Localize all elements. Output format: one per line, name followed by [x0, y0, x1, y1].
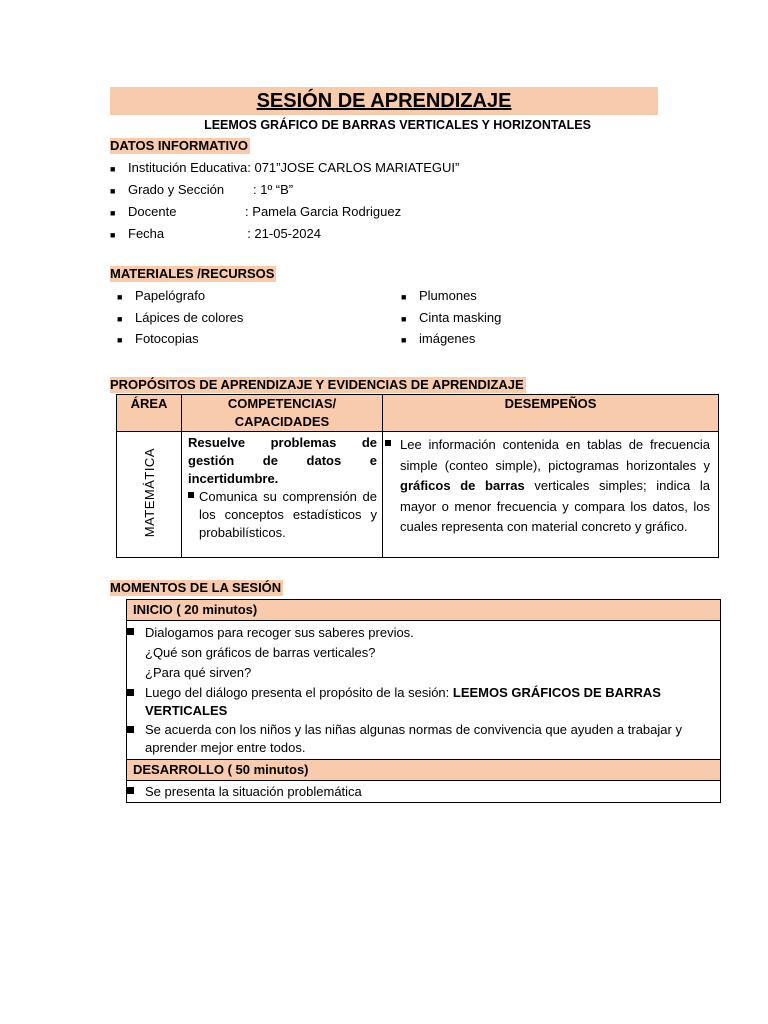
col-area-header: ÁREA	[117, 395, 182, 432]
desarrollo-text: Se presenta la situación problemática	[145, 784, 362, 799]
material-item: ■ Lápices de colores	[135, 310, 243, 326]
inicio-line	[133, 684, 714, 720]
inicio-line	[133, 721, 714, 757]
area-label: MATEMÁTICA	[141, 448, 157, 538]
page-title: SESIÓN DE APRENDIZAJE	[256, 90, 512, 112]
datos-heading: DATOS INFORMATIVO	[110, 138, 248, 153]
material-item: ■ Cinta masking	[419, 310, 501, 326]
inicio-question: ¿Qué son gráficos de barras verticales?	[145, 645, 376, 660]
momentos-table	[126, 599, 721, 803]
inicio-question: ¿Para qué sirven?	[145, 665, 252, 680]
inicio-text: Se acuerda con los niños y las niñas algunas normas de convivencia que ayuden a trabajar y aprender mejor entre todos.	[145, 722, 682, 755]
desarrollo-body	[127, 781, 721, 803]
datos-item: ■ Docente : Pamela Garcia Rodriguez	[128, 204, 401, 220]
desempeno-text-2: verticales simples; indica la mayor o menor frecuencia y compara los datos, los cuales representa con material concreto y gráfico.	[400, 478, 711, 534]
material-item: ■ Plumones	[419, 288, 477, 304]
inicio-header: INICIO ( 20 minutos)	[127, 600, 721, 621]
momentos-heading: MOMENTOS DE LA SESIÓN	[110, 580, 282, 595]
bullet-icon	[127, 726, 134, 733]
propositos-table	[116, 394, 719, 558]
inicio-line	[133, 623, 714, 642]
competencias-cell	[182, 432, 383, 558]
title-bar	[110, 87, 658, 115]
inicio-text: Dialogamos para recoger sus saberes previos.	[145, 625, 414, 640]
propositos-heading: PROPÓSITOS DE APRENDIZAJE Y EVIDENCIAS DE APRENDIZAJE	[110, 377, 524, 392]
capacidad-text: Comunica su comprensión de los conceptos estadísticos y probabilísticos.	[199, 489, 377, 540]
competencia-text: Resuelve problemas de gestión de datos e incertidumbre.	[188, 435, 377, 486]
datos-item: ■ Institución Educativa: 071”JOSE CARLOS MARIATEGUI”	[128, 160, 459, 176]
material-item: ■ Fotocopias	[135, 331, 199, 347]
material-item: ■ imágenes	[419, 331, 475, 347]
inicio-body	[127, 621, 721, 760]
col-desempenos-header: DESEMPEÑOS	[383, 395, 719, 432]
datos-item: ■ Grado y Sección : 1º “B”	[128, 182, 293, 198]
material-item: ■ Papelógrafo	[135, 288, 205, 304]
desempenos-cell	[383, 432, 719, 558]
col-competencias-line2: CAPACIDADES	[234, 414, 330, 429]
bullet-icon	[127, 787, 134, 794]
datos-item: ■ Fecha : 21-05-2024	[128, 226, 321, 242]
bullet-icon	[127, 628, 134, 635]
page-subtitle: LEEMOS GRÁFICO DE BARRAS VERTICALES Y HORIZONTALES	[204, 118, 591, 132]
desarrollo-line	[133, 782, 714, 801]
desempeno-text-bold: gráficos de barras	[400, 478, 525, 493]
bullet-icon	[188, 492, 194, 498]
bullet-icon	[385, 440, 391, 446]
area-cell	[117, 432, 182, 558]
bullet-icon	[127, 689, 134, 696]
desarrollo-header: DESARROLLO ( 50 minutos)	[127, 760, 721, 781]
desempeno-text-1: Lee información contenida en tablas de frecuencia simple (conteo simple), pictogramas horizontales y	[400, 437, 710, 473]
col-competencias-header	[182, 395, 383, 432]
inicio-purpose: LEEMOS GRÁFICOS DE BARRAS VERTICALES	[145, 685, 661, 718]
inicio-text: Luego del diálogo presenta el propósito de la sesión:	[145, 685, 453, 700]
col-competencias-line1: COMPETENCIAS/	[227, 396, 337, 411]
capacidad-item	[188, 488, 377, 542]
materiales-heading: MATERIALES /RECURSOS	[110, 266, 275, 281]
